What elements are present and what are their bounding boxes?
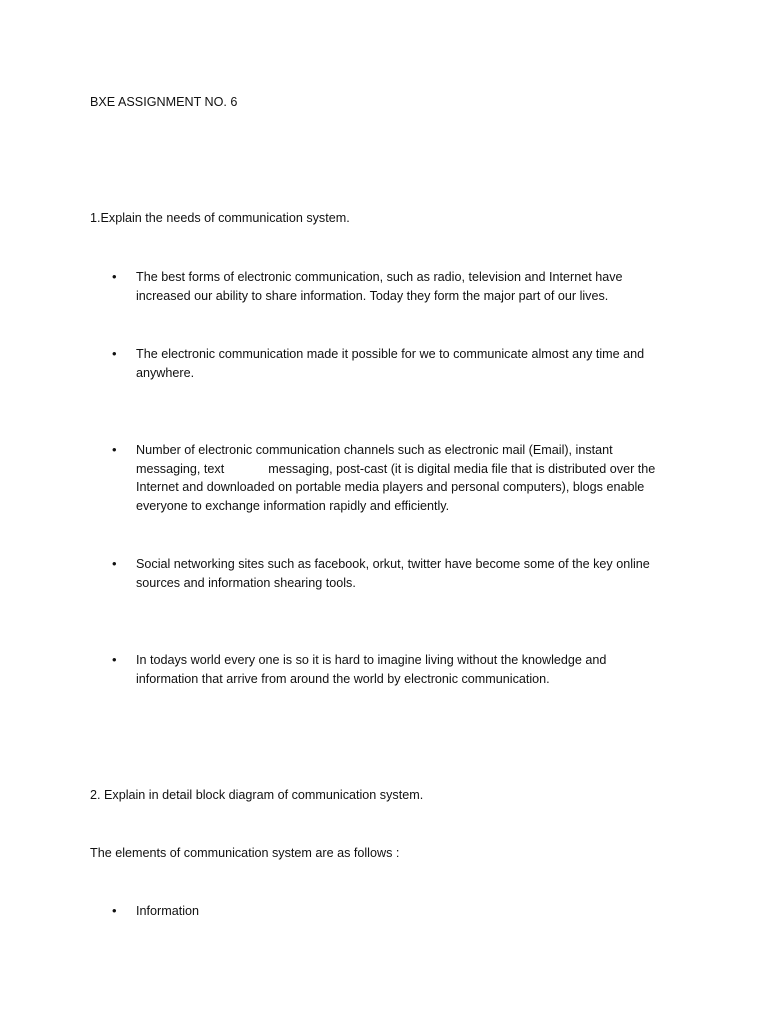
list-item-text: In todays world every one is so it is hard to imagine living without the knowledge and information that arrive from around the world by electronic communication. [136,653,607,686]
elements-intro: The elements of communication system are as follows : [90,846,400,860]
list-item-text-part-2: messaging, post-cast (it is digital media file that is distributed over the Internet and downloaded on portable media players and personal computers), blogs enable everyone to exchange information rapidly and efficiently. [136,461,656,513]
document-title: BXE ASSIGNMENT NO. 6 [90,95,238,109]
list-item-text [136,441,672,515]
list-item-text: Social networking sites such as facebook, orkut, twitter have become some of the key online sources and information shearing tools. [136,557,650,590]
bullet-icon: • [112,903,117,918]
list-item-text: Information [136,904,199,918]
list-item-text: The electronic communication made it possible for we to communicate almost any time and anywhere. [136,347,645,380]
bullet-icon: • [112,652,117,667]
list-item-text: The best forms of electronic communication, such as radio, television and Internet have increased our ability to share information. Today they form the major part of our lives. [136,270,623,303]
list-item-text-part-1: Number of electronic communication channels such as electronic mail (Email), instant messaging, text [136,443,613,476]
bullet-icon: • [112,442,117,457]
bullet-icon: • [112,346,117,361]
question-2-heading: 2. Explain in detail block diagram of communication system. [90,788,424,802]
bullet-icon: • [112,269,117,284]
question-1-heading: 1.Explain the needs of communication system. [90,211,350,225]
bullet-icon: • [112,556,117,571]
